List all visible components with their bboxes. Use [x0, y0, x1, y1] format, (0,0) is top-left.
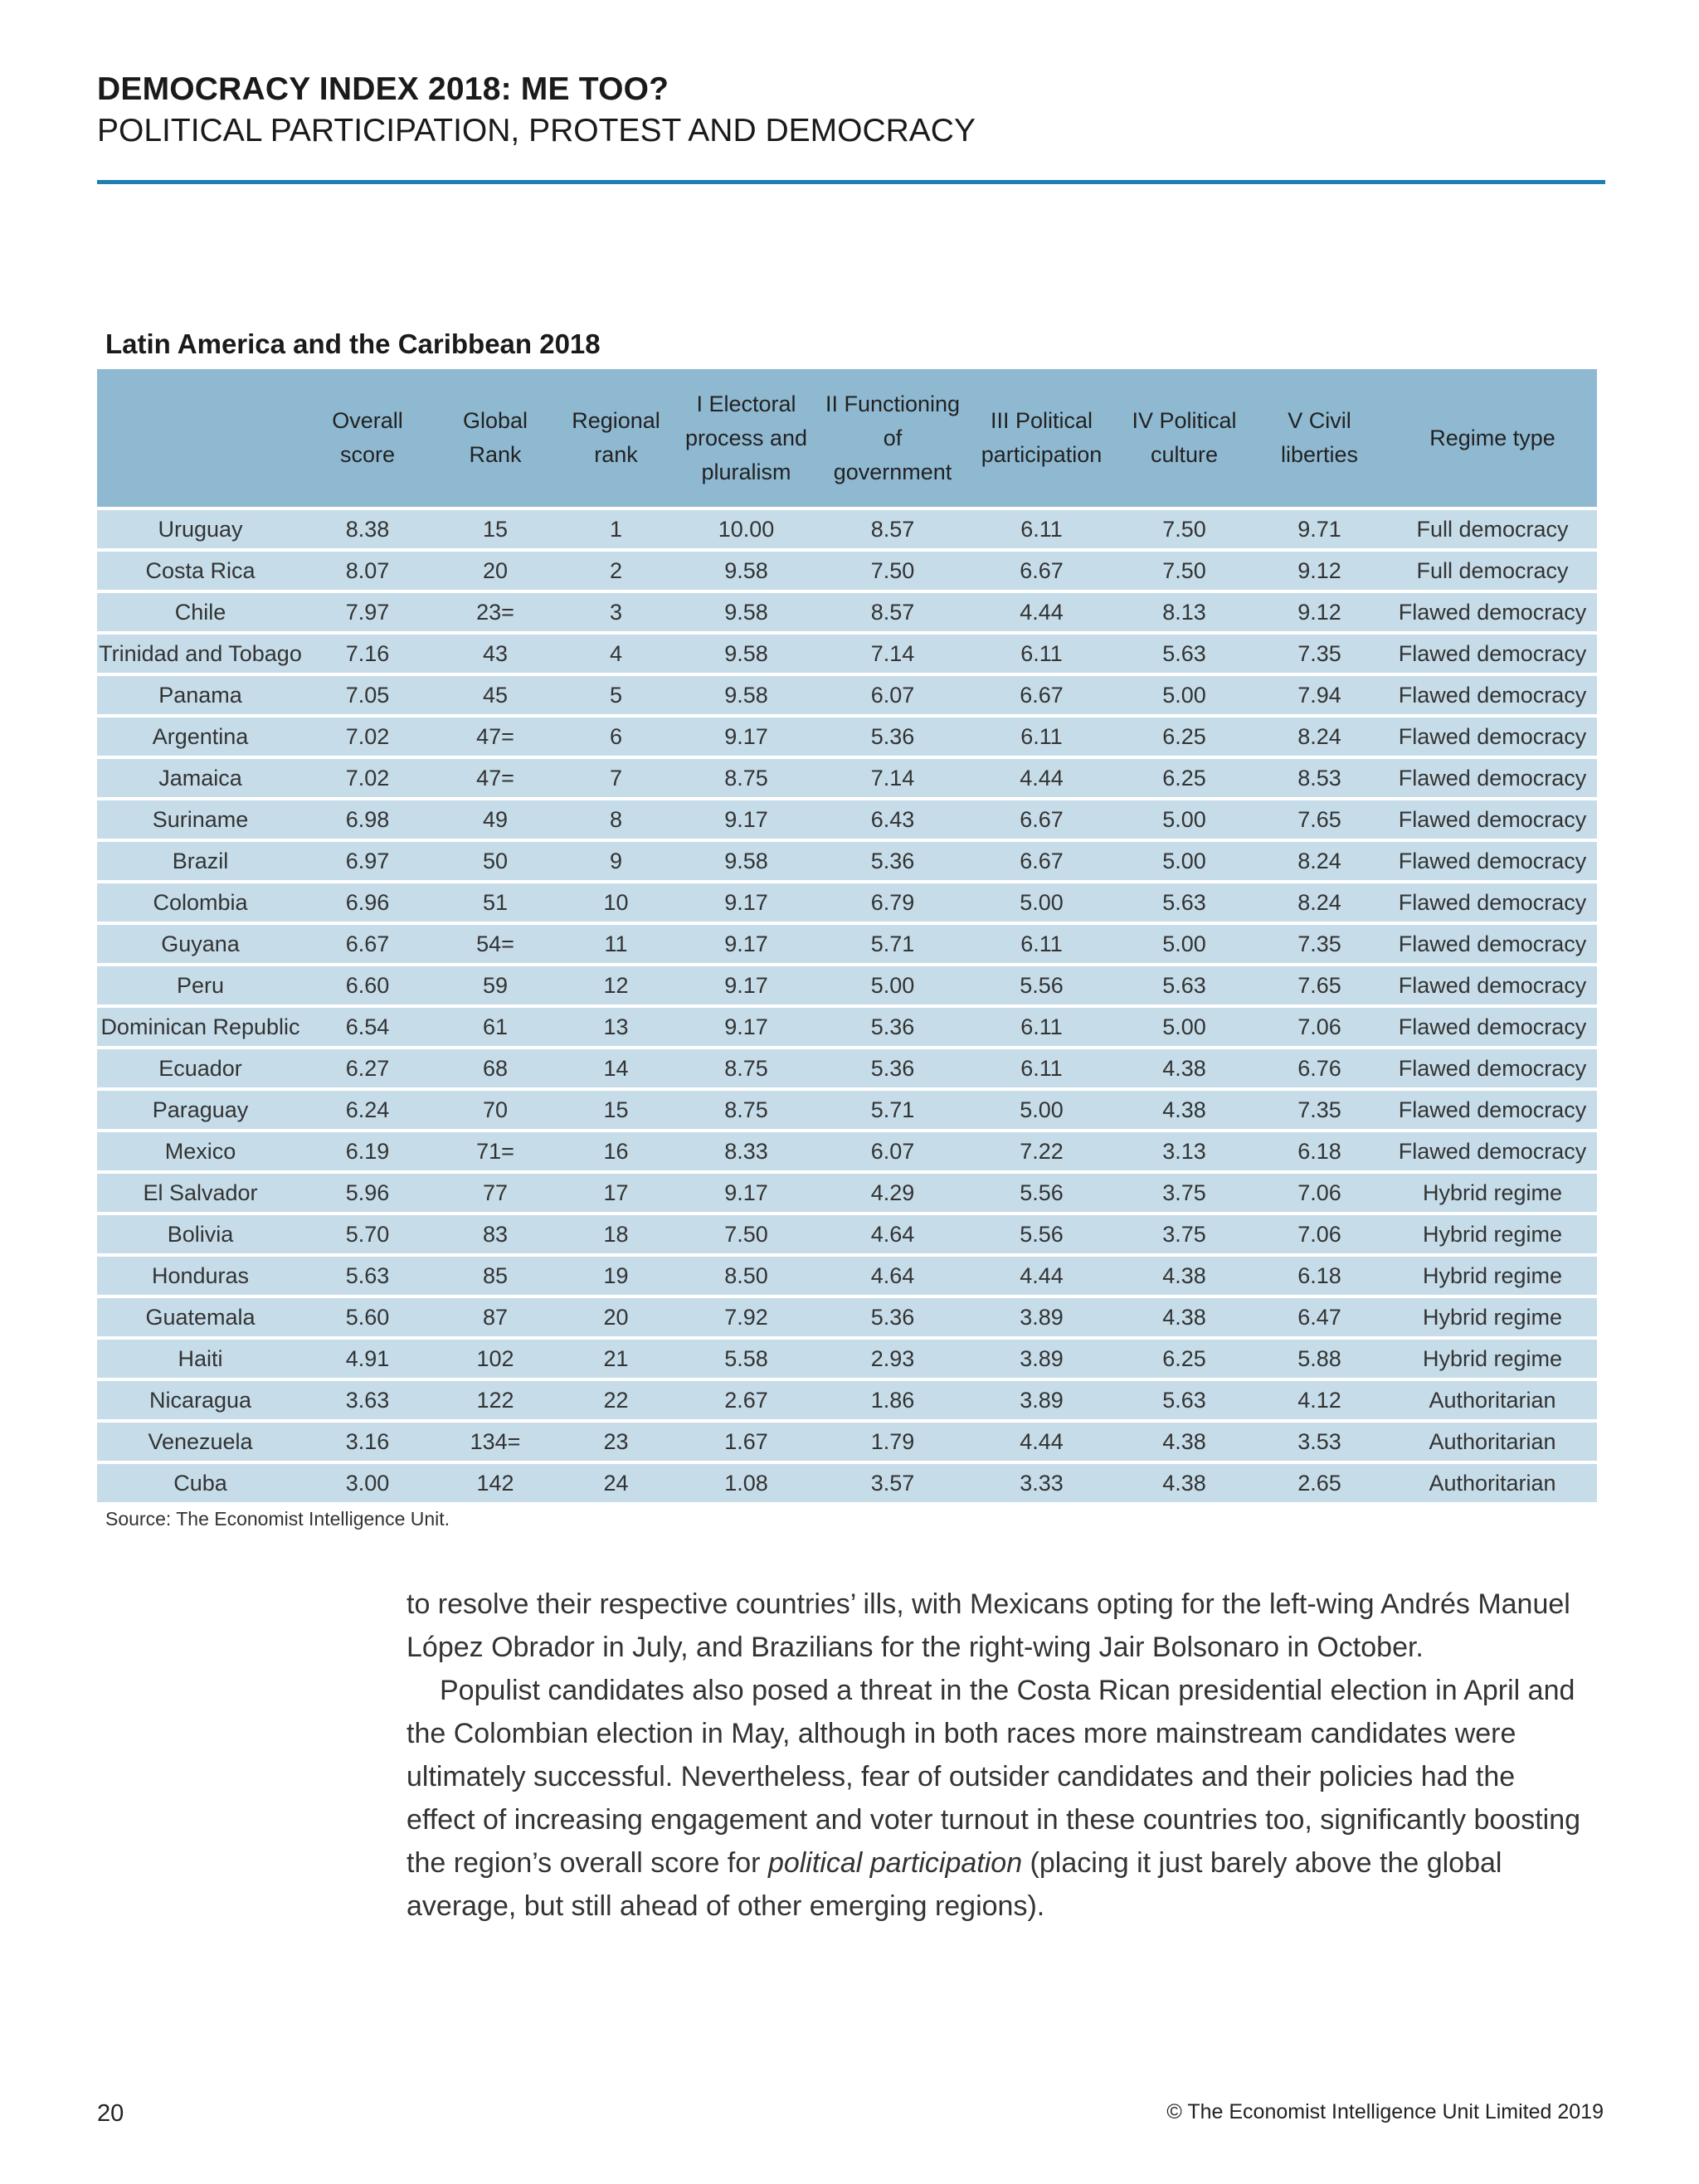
country-cell: Mexico [97, 1132, 304, 1174]
regime-type-cell: Flawed democracy [1388, 1091, 1597, 1132]
value-cell: 6.47 [1251, 1298, 1388, 1340]
value-cell: 3.89 [966, 1381, 1117, 1423]
table-row [97, 1008, 1597, 1049]
value-cell: 5.58 [673, 1340, 820, 1381]
value-cell: 3.75 [1117, 1215, 1251, 1257]
value-cell: 5.71 [820, 1091, 966, 1132]
value-cell: 2.65 [1251, 1464, 1388, 1505]
value-cell: 6.11 [966, 1008, 1117, 1049]
value-cell: 6.07 [820, 1132, 966, 1174]
value-cell: 10.00 [673, 510, 820, 552]
column-header: Regional rank [559, 369, 673, 510]
country-cell: Haiti [97, 1340, 304, 1381]
value-cell: 22 [559, 1381, 673, 1423]
country-cell: Trinidad and Tobago [97, 635, 304, 676]
country-cell: Uruguay [97, 510, 304, 552]
country-cell: Suriname [97, 800, 304, 842]
value-cell: 3.63 [304, 1381, 431, 1423]
regime-type-cell: Flawed democracy [1388, 842, 1597, 883]
value-cell: 49 [431, 800, 559, 842]
value-cell: 9.17 [673, 925, 820, 966]
body-paragraph-2 [406, 1669, 1585, 1928]
value-cell: 23 [559, 1423, 673, 1464]
value-cell: 6.25 [1117, 1340, 1251, 1381]
regime-type-cell: Flawed democracy [1388, 717, 1597, 759]
table-source-note: Source: The Economist Intelligence Unit. [105, 1508, 450, 1530]
table-row [97, 1298, 1597, 1340]
value-cell: 6.24 [304, 1091, 431, 1132]
regime-type-cell: Flawed democracy [1388, 593, 1597, 635]
table-row [97, 676, 1597, 717]
value-cell: 6.11 [966, 925, 1117, 966]
value-cell: 9.12 [1251, 552, 1388, 593]
value-cell: 8.13 [1117, 593, 1251, 635]
value-cell: 7.97 [304, 593, 431, 635]
value-cell: 6.11 [966, 635, 1117, 676]
table-row [97, 1132, 1597, 1174]
value-cell: 134= [431, 1423, 559, 1464]
value-cell: 13 [559, 1008, 673, 1049]
value-cell: 51 [431, 883, 559, 925]
page-header [97, 71, 1605, 149]
country-cell: Bolivia [97, 1215, 304, 1257]
value-cell: 2 [559, 552, 673, 593]
value-cell: 6.07 [820, 676, 966, 717]
value-cell: 3.89 [966, 1340, 1117, 1381]
value-cell: 5.00 [1117, 1008, 1251, 1049]
value-cell: 1 [559, 510, 673, 552]
country-cell: Cuba [97, 1464, 304, 1505]
value-cell: 3.16 [304, 1423, 431, 1464]
country-cell: El Salvador [97, 1174, 304, 1215]
value-cell: 14 [559, 1049, 673, 1091]
value-cell: 3 [559, 593, 673, 635]
value-cell: 8.75 [673, 759, 820, 800]
table-row [97, 510, 1597, 552]
country-cell: Paraguay [97, 1091, 304, 1132]
table-row [97, 800, 1597, 842]
country-cell: Panama [97, 676, 304, 717]
value-cell: 15 [559, 1091, 673, 1132]
value-cell: 5.00 [820, 966, 966, 1008]
value-cell: 6.11 [966, 1049, 1117, 1091]
value-cell: 9.58 [673, 552, 820, 593]
value-cell: 71= [431, 1132, 559, 1174]
table-header [97, 369, 1597, 510]
body-paragraph-1: to resolve their respective countries’ ills, with Mexicans opting for the left-wing Andrés Manuel López Obrador in July, and Brazilians for the right-wing Jair Bolsonaro in October. [406, 1588, 1570, 1663]
value-cell: 85 [431, 1257, 559, 1298]
regime-type-cell: Flawed democracy [1388, 925, 1597, 966]
value-cell: 3.13 [1117, 1132, 1251, 1174]
value-cell: 6.43 [820, 800, 966, 842]
table-row [97, 883, 1597, 925]
value-cell: 3.57 [820, 1464, 966, 1505]
value-cell: 19 [559, 1257, 673, 1298]
country-cell: Venezuela [97, 1423, 304, 1464]
value-cell: 8.38 [304, 510, 431, 552]
value-cell: 142 [431, 1464, 559, 1505]
value-cell: 9.71 [1251, 510, 1388, 552]
value-cell: 3.53 [1251, 1423, 1388, 1464]
value-cell: 9.58 [673, 676, 820, 717]
value-cell: 4.38 [1117, 1423, 1251, 1464]
value-cell: 5.36 [820, 717, 966, 759]
value-cell: 7 [559, 759, 673, 800]
value-cell: 8.57 [820, 593, 966, 635]
value-cell: 7.35 [1251, 635, 1388, 676]
country-cell: Ecuador [97, 1049, 304, 1091]
value-cell: 5.56 [966, 1215, 1117, 1257]
country-cell: Jamaica [97, 759, 304, 800]
value-cell: 5.00 [1117, 842, 1251, 883]
value-cell: 5.36 [820, 842, 966, 883]
value-cell: 70 [431, 1091, 559, 1132]
value-cell: 8.50 [673, 1257, 820, 1298]
value-cell: 1.86 [820, 1381, 966, 1423]
value-cell: 7.14 [820, 759, 966, 800]
table-body [97, 510, 1597, 1505]
value-cell: 20 [431, 552, 559, 593]
value-cell: 5.36 [820, 1008, 966, 1049]
table-row [97, 593, 1597, 635]
value-cell: 4.64 [820, 1215, 966, 1257]
value-cell: 6.18 [1251, 1132, 1388, 1174]
value-cell: 6.67 [966, 552, 1117, 593]
value-cell: 7.06 [1251, 1008, 1388, 1049]
copyright-notice: © The Economist Intelligence Unit Limited 2019 [1166, 2100, 1604, 2123]
value-cell: 8.75 [673, 1091, 820, 1132]
country-cell: Argentina [97, 717, 304, 759]
country-cell: Chile [97, 593, 304, 635]
value-cell: 8.24 [1251, 842, 1388, 883]
value-cell: 9.17 [673, 717, 820, 759]
value-cell: 18 [559, 1215, 673, 1257]
value-cell: 68 [431, 1049, 559, 1091]
value-cell: 47= [431, 717, 559, 759]
value-cell: 7.50 [820, 552, 966, 593]
value-cell: 6.67 [966, 842, 1117, 883]
value-cell: 6.67 [966, 800, 1117, 842]
value-cell: 5.36 [820, 1298, 966, 1340]
column-header: Global Rank [431, 369, 559, 510]
value-cell: 5.60 [304, 1298, 431, 1340]
value-cell: 6.67 [966, 676, 1117, 717]
value-cell: 8.33 [673, 1132, 820, 1174]
table-row [97, 635, 1597, 676]
value-cell: 2.93 [820, 1340, 966, 1381]
value-cell: 5.00 [1117, 676, 1251, 717]
value-cell: 4 [559, 635, 673, 676]
column-header: Regime type [1388, 369, 1597, 510]
value-cell: 5.56 [966, 1174, 1117, 1215]
value-cell: 7.35 [1251, 1091, 1388, 1132]
value-cell: 4.44 [966, 1423, 1117, 1464]
value-cell: 7.14 [820, 635, 966, 676]
value-cell: 9.17 [673, 800, 820, 842]
value-cell: 5.96 [304, 1174, 431, 1215]
column-header: III Political participation [966, 369, 1117, 510]
value-cell: 5.56 [966, 966, 1117, 1008]
value-cell: 6.54 [304, 1008, 431, 1049]
value-cell: 5.63 [1117, 883, 1251, 925]
value-cell: 4.44 [966, 759, 1117, 800]
regime-type-cell: Flawed democracy [1388, 1008, 1597, 1049]
regime-type-cell: Hybrid regime [1388, 1298, 1597, 1340]
value-cell: 59 [431, 966, 559, 1008]
value-cell: 8.24 [1251, 883, 1388, 925]
value-cell: 8 [559, 800, 673, 842]
value-cell: 7.06 [1251, 1215, 1388, 1257]
value-cell: 7.16 [304, 635, 431, 676]
regime-type-cell: Flawed democracy [1388, 800, 1597, 842]
table-title: Latin America and the Caribbean 2018 [105, 328, 601, 359]
value-cell: 5.70 [304, 1215, 431, 1257]
country-cell: Dominican Republic [97, 1008, 304, 1049]
value-cell: 7.65 [1251, 800, 1388, 842]
value-cell: 47= [431, 759, 559, 800]
regime-type-cell: Flawed democracy [1388, 1049, 1597, 1091]
value-cell: 9.12 [1251, 593, 1388, 635]
regime-type-cell: Hybrid regime [1388, 1215, 1597, 1257]
value-cell: 8.53 [1251, 759, 1388, 800]
value-cell: 5.00 [1117, 800, 1251, 842]
table-row [97, 1423, 1597, 1464]
table-row [97, 1091, 1597, 1132]
value-cell: 7.02 [304, 717, 431, 759]
table-row [97, 966, 1597, 1008]
value-cell: 4.38 [1117, 1091, 1251, 1132]
table-row [97, 1174, 1597, 1215]
paragraph-2-text-start: Populist candidates also posed a threat in the Costa Rican presidential election in April and the Colombian election in May, although in both races more mainstream candidates were ultimately successful. Nevertheless, fear of outsider candidates and their policies had the effect of increasing engagement and voter turnout in these countries too, significantly boosting the region’s overall score for [406, 1675, 1581, 1879]
value-cell: 4.91 [304, 1340, 431, 1381]
value-cell: 5.00 [1117, 925, 1251, 966]
value-cell: 6 [559, 717, 673, 759]
democracy-index-table [97, 369, 1597, 1505]
page-number: 20 [97, 2100, 124, 2127]
value-cell: 5.36 [820, 1049, 966, 1091]
value-cell: 17 [559, 1174, 673, 1215]
value-cell: 6.97 [304, 842, 431, 883]
country-cell: Brazil [97, 842, 304, 883]
value-cell: 61 [431, 1008, 559, 1049]
regime-type-cell: Hybrid regime [1388, 1340, 1597, 1381]
value-cell: 6.25 [1117, 717, 1251, 759]
value-cell: 5.71 [820, 925, 966, 966]
column-header: Overall score [304, 369, 431, 510]
value-cell: 4.38 [1117, 1049, 1251, 1091]
table-row [97, 1257, 1597, 1298]
value-cell: 4.44 [966, 1257, 1117, 1298]
country-cell: Colombia [97, 883, 304, 925]
value-cell: 7.50 [1117, 552, 1251, 593]
table-row [97, 552, 1597, 593]
value-cell: 9.17 [673, 1008, 820, 1049]
value-cell: 8.57 [820, 510, 966, 552]
value-cell: 4.44 [966, 593, 1117, 635]
column-header: II Functioning of government [820, 369, 966, 510]
table-header-row [97, 369, 1597, 510]
value-cell: 7.94 [1251, 676, 1388, 717]
value-cell: 1.79 [820, 1423, 966, 1464]
value-cell: 87 [431, 1298, 559, 1340]
value-cell: 7.06 [1251, 1174, 1388, 1215]
page-subtitle: POLITICAL PARTICIPATION, PROTEST AND DEMOCRACY [97, 113, 976, 148]
value-cell: 7.92 [673, 1298, 820, 1340]
table-row [97, 717, 1597, 759]
value-cell: 11 [559, 925, 673, 966]
value-cell: 6.11 [966, 717, 1117, 759]
value-cell: 9 [559, 842, 673, 883]
value-cell: 10 [559, 883, 673, 925]
value-cell: 6.25 [1117, 759, 1251, 800]
table-row [97, 1340, 1597, 1381]
regime-type-cell: Flawed democracy [1388, 676, 1597, 717]
value-cell: 6.60 [304, 966, 431, 1008]
value-cell: 9.17 [673, 883, 820, 925]
regime-type-cell: Flawed democracy [1388, 635, 1597, 676]
emphasis-political-participation: political participation [767, 1847, 1023, 1879]
table-row [97, 1464, 1597, 1505]
page-title: DEMOCRACY INDEX 2018: ME TOO? [97, 71, 669, 107]
country-cell: Peru [97, 966, 304, 1008]
regime-type-cell: Authoritarian [1388, 1464, 1597, 1505]
value-cell: 5 [559, 676, 673, 717]
value-cell: 8.75 [673, 1049, 820, 1091]
value-cell: 4.38 [1117, 1257, 1251, 1298]
value-cell: 77 [431, 1174, 559, 1215]
value-cell: 9.58 [673, 635, 820, 676]
value-cell: 15 [431, 510, 559, 552]
value-cell: 5.63 [1117, 966, 1251, 1008]
value-cell: 6.11 [966, 510, 1117, 552]
value-cell: 6.98 [304, 800, 431, 842]
value-cell: 6.76 [1251, 1049, 1388, 1091]
value-cell: 5.88 [1251, 1340, 1388, 1381]
country-cell: Nicaragua [97, 1381, 304, 1423]
value-cell: 1.67 [673, 1423, 820, 1464]
value-cell: 7.22 [966, 1132, 1117, 1174]
value-cell: 5.63 [1117, 1381, 1251, 1423]
value-cell: 4.29 [820, 1174, 966, 1215]
value-cell: 9.58 [673, 842, 820, 883]
country-cell: Costa Rica [97, 552, 304, 593]
value-cell: 50 [431, 842, 559, 883]
value-cell: 122 [431, 1381, 559, 1423]
value-cell: 45 [431, 676, 559, 717]
value-cell: 3.89 [966, 1298, 1117, 1340]
regime-type-cell: Flawed democracy [1388, 883, 1597, 925]
table-row [97, 1049, 1597, 1091]
value-cell: 1.08 [673, 1464, 820, 1505]
value-cell: 9.17 [673, 1174, 820, 1215]
regime-type-cell: Authoritarian [1388, 1381, 1597, 1423]
value-cell: 3.33 [966, 1464, 1117, 1505]
header-divider [97, 180, 1605, 184]
value-cell: 7.50 [1117, 510, 1251, 552]
value-cell: 8.24 [1251, 717, 1388, 759]
value-cell: 9.58 [673, 593, 820, 635]
value-cell: 6.19 [304, 1132, 431, 1174]
value-cell: 6.18 [1251, 1257, 1388, 1298]
country-cell: Honduras [97, 1257, 304, 1298]
value-cell: 5.63 [1117, 635, 1251, 676]
paragraph-2-text-end: (placing it just barely above the global average, but still ahead of other emerging regions). [406, 1847, 1502, 1922]
regime-type-cell: Hybrid regime [1388, 1174, 1597, 1215]
value-cell: 8.07 [304, 552, 431, 593]
value-cell: 4.64 [820, 1257, 966, 1298]
body-text [406, 1583, 1585, 1928]
regime-type-cell: Hybrid regime [1388, 1257, 1597, 1298]
value-cell: 7.65 [1251, 966, 1388, 1008]
value-cell: 43 [431, 635, 559, 676]
table-row [97, 1381, 1597, 1423]
value-cell: 5.00 [966, 883, 1117, 925]
value-cell: 23= [431, 593, 559, 635]
value-cell: 16 [559, 1132, 673, 1174]
value-cell: 7.50 [673, 1215, 820, 1257]
value-cell: 4.38 [1117, 1298, 1251, 1340]
table-row [97, 1215, 1597, 1257]
value-cell: 21 [559, 1340, 673, 1381]
value-cell: 7.02 [304, 759, 431, 800]
value-cell: 3.00 [304, 1464, 431, 1505]
table-row [97, 925, 1597, 966]
value-cell: 5.00 [966, 1091, 1117, 1132]
value-cell: 83 [431, 1215, 559, 1257]
value-cell: 5.63 [304, 1257, 431, 1298]
value-cell: 12 [559, 966, 673, 1008]
value-cell: 20 [559, 1298, 673, 1340]
regime-type-cell: Flawed democracy [1388, 1132, 1597, 1174]
value-cell: 7.35 [1251, 925, 1388, 966]
value-cell: 54= [431, 925, 559, 966]
table-row [97, 759, 1597, 800]
regime-type-cell: Flawed democracy [1388, 759, 1597, 800]
value-cell: 6.67 [304, 925, 431, 966]
regime-type-cell: Authoritarian [1388, 1423, 1597, 1464]
value-cell: 6.96 [304, 883, 431, 925]
country-cell: Guyana [97, 925, 304, 966]
value-cell: 7.05 [304, 676, 431, 717]
regime-type-cell: Full democracy [1388, 552, 1597, 593]
column-header: V Civil liberties [1251, 369, 1388, 510]
column-header: IV Political culture [1117, 369, 1251, 510]
value-cell: 4.38 [1117, 1464, 1251, 1505]
regime-type-cell: Full democracy [1388, 510, 1597, 552]
value-cell: 6.79 [820, 883, 966, 925]
value-cell: 4.12 [1251, 1381, 1388, 1423]
value-cell: 24 [559, 1464, 673, 1505]
value-cell: 9.17 [673, 966, 820, 1008]
column-header [97, 369, 304, 510]
value-cell: 2.67 [673, 1381, 820, 1423]
value-cell: 102 [431, 1340, 559, 1381]
country-cell: Guatemala [97, 1298, 304, 1340]
value-cell: 6.27 [304, 1049, 431, 1091]
table-row [97, 842, 1597, 883]
column-header: I Electoral process and pluralism [673, 369, 820, 510]
value-cell: 3.75 [1117, 1174, 1251, 1215]
regime-type-cell: Flawed democracy [1388, 966, 1597, 1008]
